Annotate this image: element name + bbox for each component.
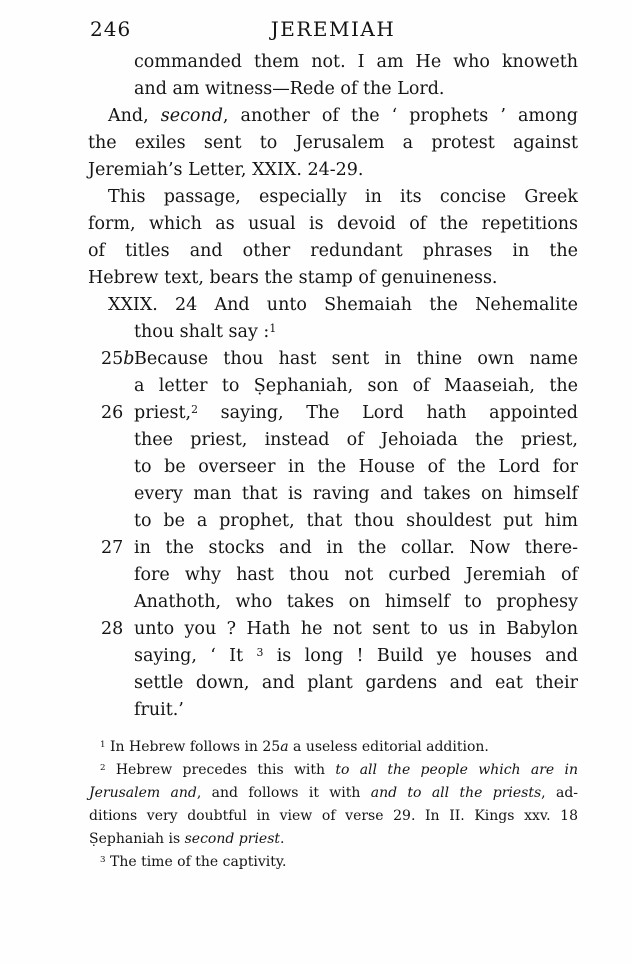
verse-number: 27 — [101, 538, 124, 558]
text-line: of titles and other redundant phrases in the — [88, 241, 578, 261]
verse-line: to be a prophet, that thou shouldest put him — [134, 511, 578, 531]
verse-line: 26 priest,$^2$ saying, The Lord hath appointed — [134, 400, 578, 427]
footnote-line: $^3$ The time of the captivity. — [100, 854, 287, 870]
verse-intro-block — [88, 292, 578, 346]
verse-block — [88, 535, 578, 616]
verse-line: Anathoth, who takes on himself to prophesy — [134, 592, 578, 612]
para-block — [88, 103, 578, 184]
text-line: And, second, another of the ‘ prophets ’ among — [108, 106, 578, 126]
text-line: the exiles sent to Jerusalem a protest against — [88, 133, 578, 153]
verse-line: 25b Because thou hast sent in thine own name — [134, 346, 578, 373]
footnote-line: Ṣephaniah is second priest. — [89, 831, 285, 847]
verse-block — [88, 346, 578, 400]
text-line: and am witness—Rede of the Lord. — [134, 79, 445, 99]
footnote-line: Jerusalem and, and follows it with and to all the priests, ad- — [89, 785, 579, 801]
verse-line: fore why hast thou not curbed Jeremiah of — [134, 565, 578, 585]
footnote — [89, 851, 578, 874]
text-line: Jeremiah’s Letter, XXIX. 24-29. — [88, 160, 364, 180]
footnote-line: ditions very doubtful in view of verse 29. In II. Kings xxv. 18 — [89, 808, 578, 824]
verse-line: to be overseer in the House of the Lord for — [134, 457, 578, 477]
page-number: 246 — [90, 17, 132, 41]
verse-line: 27 in the stocks and in the collar. Now there- — [134, 535, 578, 562]
verse-line: settle down, and plant gardens and eat their — [134, 673, 578, 693]
text-line: form, which as usual is devoid of the repetitions — [88, 214, 578, 234]
verse-line: fruit.’ — [134, 700, 184, 720]
text-line: Hebrew text, bears the stamp of genuineness. — [88, 268, 498, 288]
verse-line: 28 unto you ? Hath he not sent to us in Babylon — [134, 616, 578, 643]
text-line: XXIX. 24 And unto Shemaiah the Nehemalite — [108, 295, 578, 315]
body-text — [88, 49, 578, 724]
page-header — [88, 15, 578, 43]
para-block — [88, 184, 578, 292]
text-line: This passage, especially in its concise Greek — [108, 187, 578, 207]
verse-line: every man that is raving and takes on himself — [134, 484, 578, 504]
text-line: thou shalt say :$^1$ — [134, 321, 277, 342]
verse-number: 25b — [101, 349, 135, 369]
footnote — [89, 759, 578, 851]
verse-line: thee priest, instead of Jehoiada the priest, — [134, 430, 578, 450]
verse-block — [88, 616, 578, 724]
footnote-line: $^1$ In Hebrew follows in 25a a useless editorial addition. — [100, 739, 489, 755]
verse-number: 28 — [101, 619, 124, 639]
text-line: commanded them not. I am He who knoweth — [134, 52, 578, 72]
verse-number: 26 — [101, 403, 124, 423]
footnote-line: $^2$ Hebrew precedes this with to all the people which are in — [100, 762, 578, 778]
quote-block — [88, 49, 578, 103]
running-title: JEREMIAH — [270, 17, 396, 41]
verse-line: a letter to Ṣephaniah, son of Maaseiah, the — [134, 376, 578, 396]
footnote — [89, 736, 578, 759]
footnotes — [89, 736, 578, 874]
verse-line: saying, ‘ It $^3$ is long ! Build ye houses and — [134, 645, 578, 666]
verse-block — [88, 400, 578, 535]
